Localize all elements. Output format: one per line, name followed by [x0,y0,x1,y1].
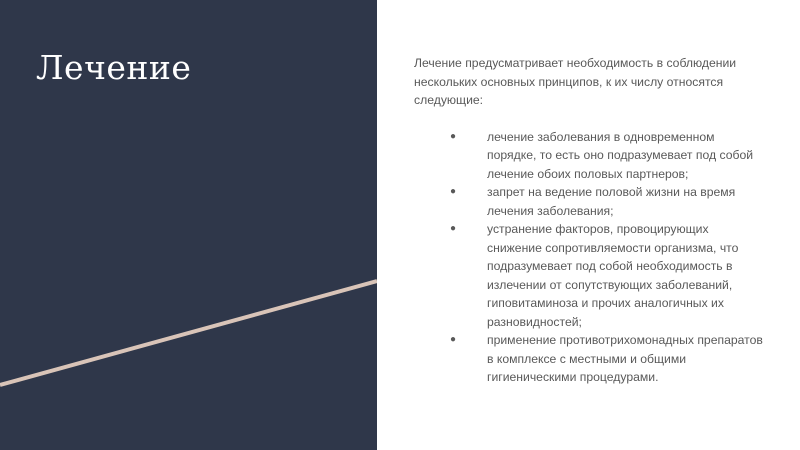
slide-title: Лечение [36,48,192,87]
list-item: ● запрет на ведение половой жизни на время лечения заболевания; [450,185,736,218]
bullet-dot-icon: ● [450,223,457,234]
list-item: ● устранение факторов, провоцирующих снижение сопротивляемости организма, что подразумевает под собой необходимость в излечении от сопутствующих заболеваний, гиповитаминоза и прочих аналогичных их разновидностей; [450,222,739,329]
bullet-dot-icon: ● [450,186,457,197]
bullet-dot-icon: ● [450,334,457,345]
bullet-list [414,128,764,387]
list-item: ● применение противотрихомонадных препаратов в комплексе с местными и общими гигиеническими процедурами. [450,333,763,384]
list-item: ● лечение заболевания в одновременном порядке, то есть оно подразумевает под собой лечение обоих половых партнеров; [450,129,754,181]
bullet-dot-icon: ● [450,130,457,142]
content-body [414,54,764,387]
intro-paragraph: Лечение предусматривает необходимость в соблюдении нескольких основных принципов, к их числу относятся следующие: [414,56,737,107]
